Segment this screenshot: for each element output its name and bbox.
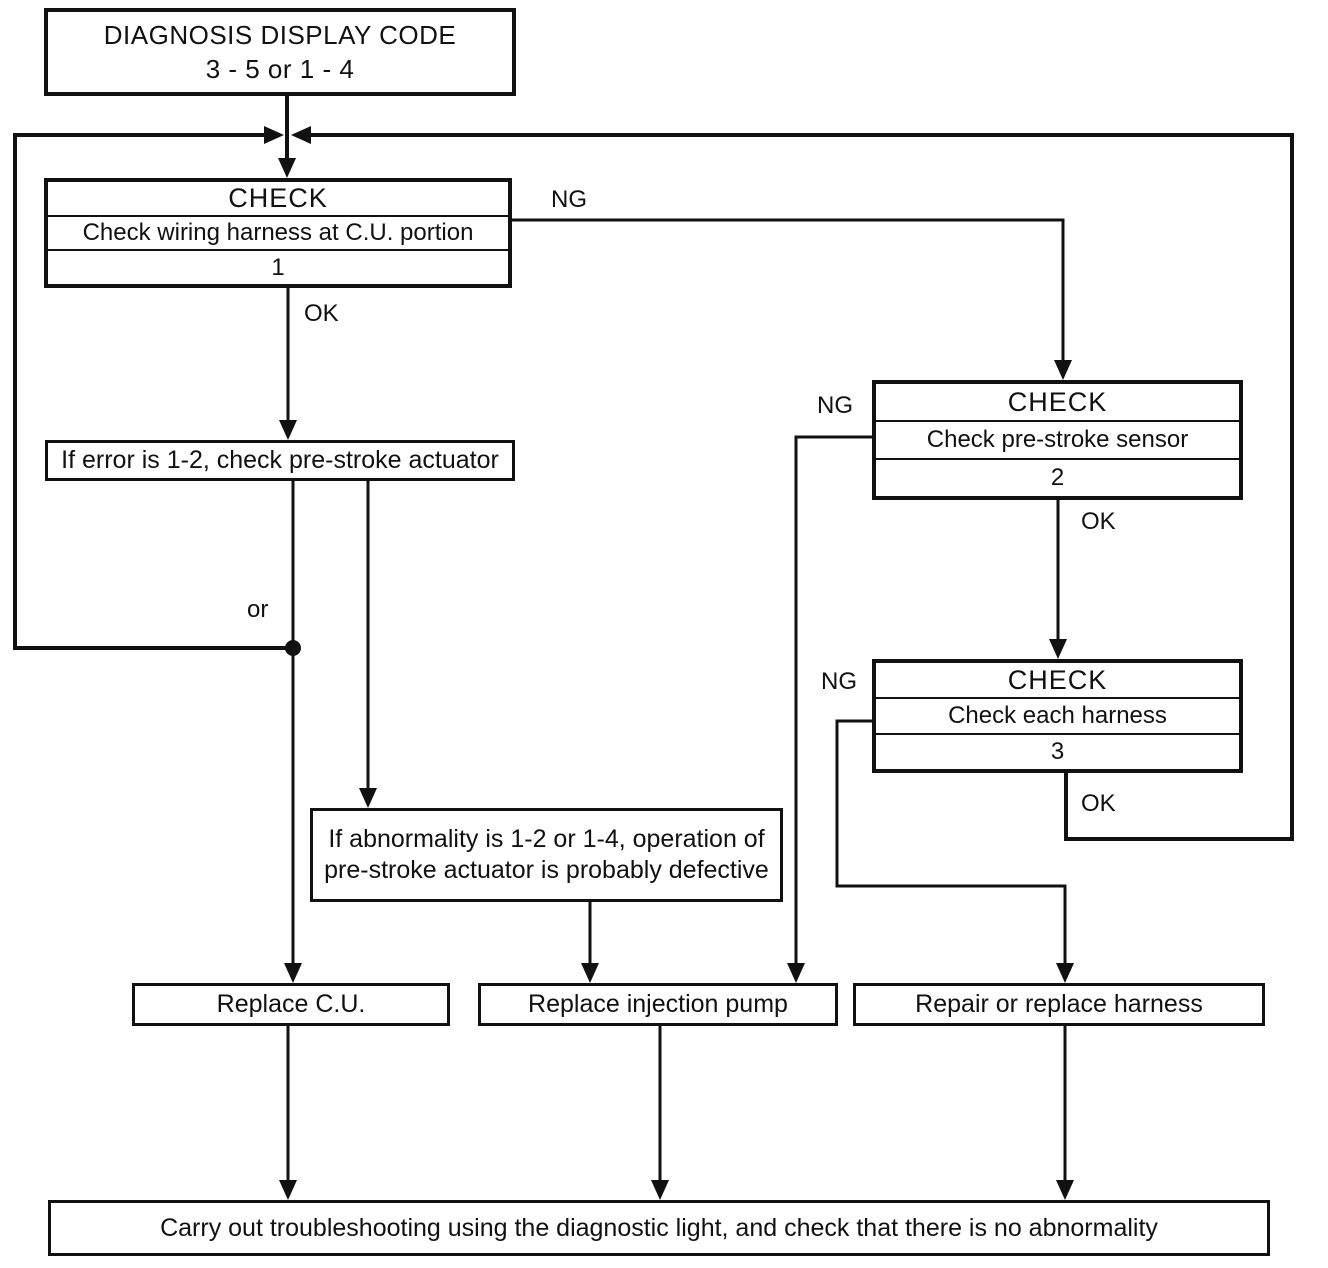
diagnosis-code-value: 3 - 5 or 1 - 4	[205, 54, 355, 84]
replace-pump-box	[478, 983, 838, 1026]
or-label: or	[244, 596, 271, 624]
check3-box	[872, 659, 1243, 773]
diagnosis-code-box	[44, 8, 516, 96]
check2-number: 2	[876, 458, 1239, 496]
if-error-box	[45, 440, 515, 481]
check1-number: 1	[48, 249, 508, 284]
replace-cu-text: Replace C.U.	[216, 990, 366, 1018]
replace-pump-text: Replace injection pump	[528, 990, 788, 1018]
check2-ok-label: OK	[1078, 508, 1119, 536]
bottom-result-box	[48, 1200, 1270, 1256]
check2-box	[872, 380, 1243, 500]
check2-header: CHECK	[1007, 386, 1108, 417]
check2-body: Check pre-stroke sensor	[876, 420, 1239, 458]
if-abnormality-line1: If abnormality is 1-2 or 1-4, operation of	[328, 825, 765, 853]
check1-box	[44, 178, 512, 288]
diagnosis-code-title: DIAGNOSIS DISPLAY CODE	[103, 20, 457, 50]
bottom-result-text: Carry out troubleshooting using the diagnostic light, and check that there is no abnormality	[160, 1213, 1158, 1242]
check3-ok-label: OK	[1078, 790, 1119, 818]
check2-ng-label: NG	[814, 392, 856, 420]
check3-body: Check each harness	[876, 697, 1239, 733]
check3-number: 3	[876, 733, 1239, 769]
or-junction-dot	[285, 640, 301, 656]
if-abnormality-line2: pre-stroke actuator is probably defective	[324, 856, 769, 884]
repair-harness-box	[853, 983, 1265, 1026]
check3-header: CHECK	[1007, 664, 1108, 695]
if-error-text: If error is 1-2, check pre-stroke actuator	[61, 446, 499, 474]
check1-body: Check wiring harness at C.U. portion	[48, 215, 508, 250]
check1-ng-label: NG	[548, 186, 590, 214]
if-abnormality-box	[310, 808, 783, 902]
check3-ng-label: NG	[818, 668, 860, 696]
check1-header: CHECK	[228, 182, 328, 213]
check1-ok-label: OK	[301, 300, 342, 328]
replace-cu-box	[132, 983, 450, 1026]
repair-harness-text: Repair or replace harness	[915, 990, 1203, 1018]
